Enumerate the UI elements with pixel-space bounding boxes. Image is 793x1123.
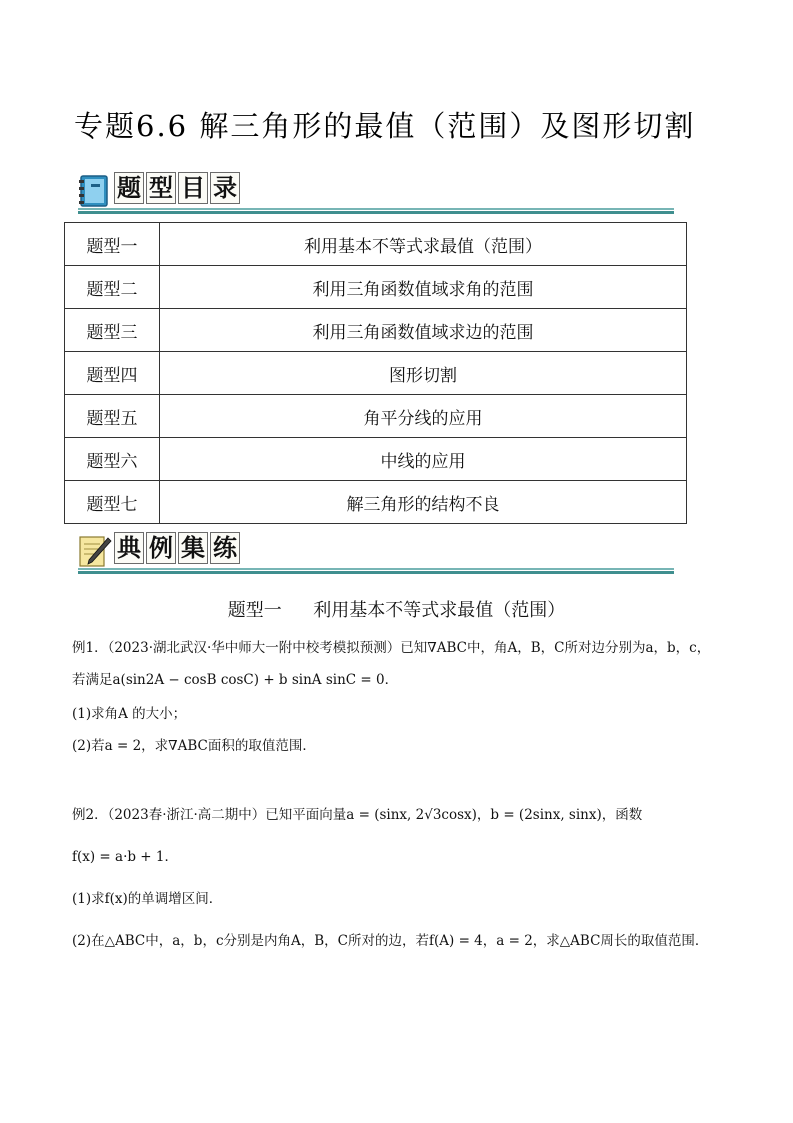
toc-type: 题型三 [65,309,160,352]
example1-question-2: (2)若a = 2，求∇ABC面积的取值范围． [72,738,316,754]
toc-name: 解三角形的结构不良 [160,481,687,524]
page-title: 专题6.6 解三角形的最值（范围）及图形切割 [74,109,696,143]
toc-row[interactable] [65,309,687,352]
toc-table [64,222,687,524]
label-char: 集 [178,532,208,564]
label-char: 典 [114,532,144,564]
toc-section-header [78,172,678,214]
toc-type: 题型四 [65,352,160,395]
toc-row[interactable] [65,223,687,266]
header-rule [78,208,674,210]
section-name: 利用基本不等式求最值（范围） [313,600,566,621]
example2-question-2: (2)在△ABC中，a，b，c分别是内角A，B，C所对的边，若f(A) = 4，a = 2，求△ABC周长的取值范围． [72,933,709,949]
label-char: 练 [210,532,240,564]
toc-type: 题型二 [65,266,160,309]
header-rule [78,568,674,570]
toc-type: 题型五 [65,395,160,438]
toc-row[interactable] [65,438,687,481]
example2-function: f(x) = a·b + 1． [72,849,179,865]
toc-type: 题型六 [65,438,160,481]
toc-row[interactable] [65,395,687,438]
label-char: 型 [146,172,176,204]
toc-name: 中线的应用 [160,438,687,481]
toc-name: 图形切割 [160,352,687,395]
header-rule [78,571,674,574]
toc-type: 题型七 [65,481,160,524]
label-char: 题 [114,172,144,204]
section-heading [0,596,793,622]
example1-question-1: (1)求角A 的大小； [72,706,187,722]
toc-row[interactable] [65,352,687,395]
toc-name: 利用三角函数值域求角的范围 [160,266,687,309]
toc-row[interactable] [65,266,687,309]
toc-name: 利用三角函数值域求边的范围 [160,309,687,352]
examples-section-header [78,532,678,574]
toc-name: 利用基本不等式求最值（范围） [160,223,687,266]
label-char: 录 [210,172,240,204]
label-char: 目 [178,172,208,204]
example1-condition: 若满足a(sin2A − cosB cosC) + b sinA sinC = 0． [72,672,399,688]
section-type: 题型一 [227,600,282,621]
toc-row[interactable] [65,481,687,524]
pencil-note-icon [78,534,112,568]
toc-type: 题型一 [65,223,160,266]
toc-name: 角平分线的应用 [160,395,687,438]
example1-stem: 例1．（2023·湖北武汉·华中师大一附中校考模拟预测）已知∇ABC中，角A，B，C所对边分别为a，b，c， [72,640,711,656]
header-rule [78,211,674,214]
examples-section-label [114,532,242,564]
toc-section-label [114,172,242,204]
example2-stem: 例2．（2023春·浙江·高二期中）已知平面向量a = (sinx, 2√3cosx)，b = (2sinx, sinx)，函数 [72,807,643,823]
notebook-icon [78,174,112,208]
label-char: 例 [146,532,176,564]
example2-question-1: (1)求f(x)的单调增区间． [72,891,223,907]
